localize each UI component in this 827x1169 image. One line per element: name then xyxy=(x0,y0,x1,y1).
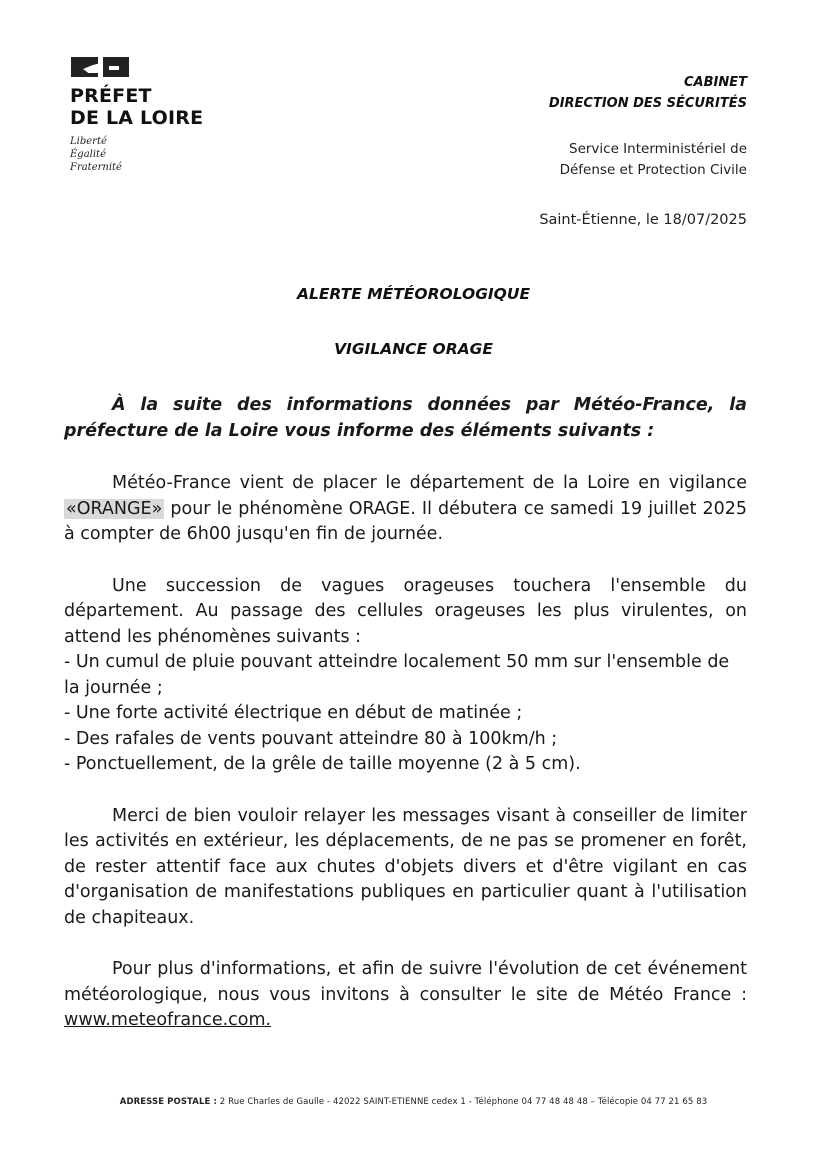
paragraph-more-info xyxy=(64,957,747,1034)
vigilance-title: VIGILANCE ORAGE xyxy=(334,340,493,358)
paragraph-advice: Merci de bien vouloir relayer les messages visant à conseiller de limiter les activités en extérieur, les déplacements, de ne pas se promener en forêt, de rester attentif face aux chutes d'objets divers et d'être vigilant en cas d'organisation de manifestations publiques en particulier quant à l'utilisation de chapiteaux. xyxy=(64,805,747,928)
direction-label: DIRECTION DES SÉCURITÉS xyxy=(548,96,747,111)
motto-liberte: Liberté xyxy=(70,136,107,147)
marianne-emblem-icon xyxy=(71,57,129,79)
postal-address-footer xyxy=(0,1097,827,1107)
service-line2: Défense et Protection Civile xyxy=(559,162,747,178)
bullet-rain: - Un cumul de pluie pouvant atteindre localement 50 mm sur l'ensemble de la journée ; xyxy=(64,652,730,698)
lead-paragraph: À la suite des informations données par Météo-France, la préfecture de la Loire vous informe des éléments suivants : xyxy=(64,395,747,441)
service-name xyxy=(549,139,747,181)
service-line1: Service Interministériel de xyxy=(569,141,747,157)
meteofrance-link[interactable]: www.meteofrance.com. xyxy=(64,1010,272,1030)
prefet-title xyxy=(70,85,220,129)
sender-block xyxy=(549,72,747,181)
letter-body xyxy=(64,393,747,1034)
dateline: Saint-Étienne, le 18/07/2025 xyxy=(539,212,747,228)
p1-text-before: Météo-France vient de placer le département de la Loire en vigilance xyxy=(112,473,747,493)
alert-title: ALERTE MÉTÉOROLOGIQUE xyxy=(296,285,531,303)
paragraph-phenomena: Une succession de vagues orageuses touchera l'ensemble du département. Au passage des cellules orageuses les plus virulentes, on attend les phénomènes suivants : xyxy=(64,575,747,647)
republic-motto xyxy=(70,135,220,174)
motto-egalite: Égalité xyxy=(70,149,106,160)
p1-text-after: pour le phénomène ORAGE. Il débutera ce samedi 19 juillet 2025 à compter de 6h00 jusqu'en fin de journée. xyxy=(64,498,747,544)
orange-level-highlight: «ORANGE» xyxy=(66,498,163,519)
footer-label: ADRESSE POSTALE : xyxy=(119,1097,217,1107)
paragraph-vigilance xyxy=(64,471,747,548)
bullet-hail: - Ponctuellement, de la grêle de taille moyenne (2 à 5 cm). xyxy=(64,754,581,774)
p4-text: Pour plus d'informations, et afin de suivre l'évolution de cet événement météorologique, nous vous invitons à consulter le site de Météo France : xyxy=(64,959,747,1005)
prefet-title-line1: PRÉFET xyxy=(70,85,152,107)
bullet-lightning: - Une forte activité électrique en début de matinée ; xyxy=(64,703,523,723)
cabinet-label: CABINET xyxy=(684,75,747,90)
motto-fraternite: Fraternité xyxy=(70,162,122,173)
prefet-title-line2: DE LA LOIRE xyxy=(70,107,204,129)
footer-address: 2 Rue Charles de Gaulle - 42022 SAINT-ETIENNE cedex 1 - Téléphone 04 77 48 48 48 – Télécopie 04 77 21 65 83 xyxy=(216,1097,708,1107)
bullet-wind: - Des rafales de vents pouvant atteindre 80 à 100km/h ; xyxy=(64,728,558,749)
prefecture-logo xyxy=(70,57,220,174)
